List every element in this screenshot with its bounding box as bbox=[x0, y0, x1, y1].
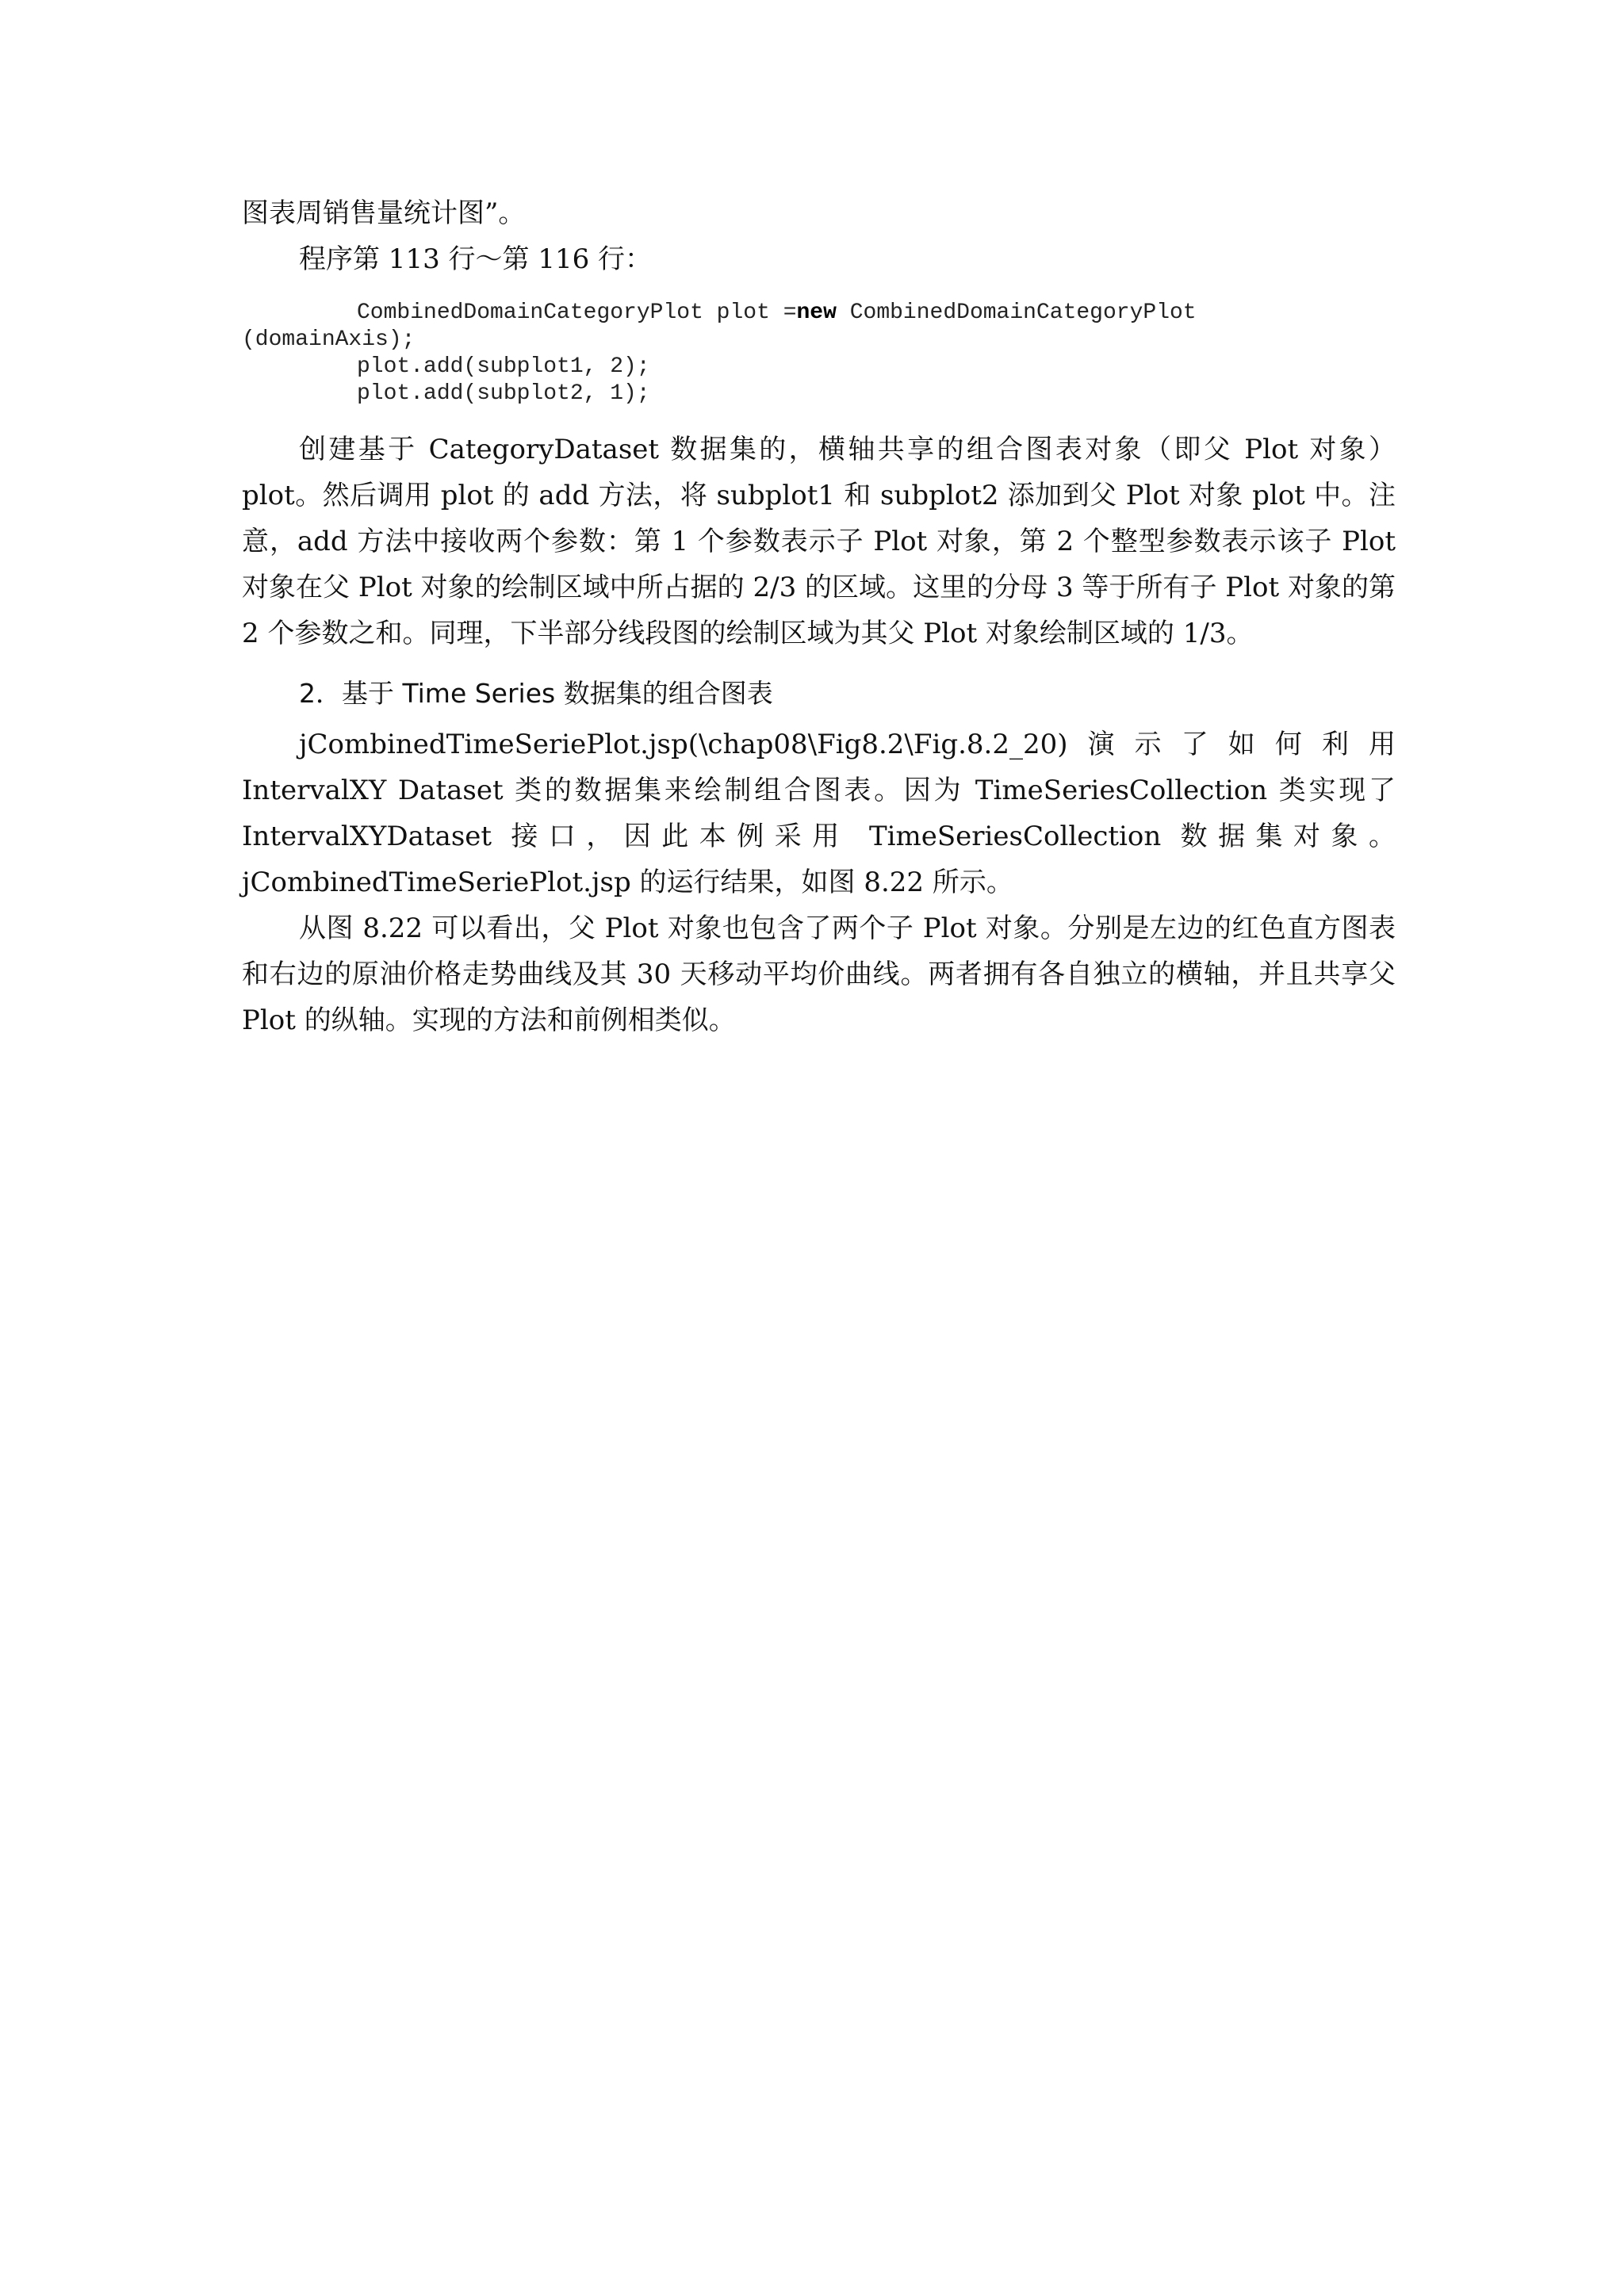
paragraph-time-series-example: jCombinedTimeSeriePlot.jsp(\chap08\Fig8.2\Fig.8.2_20)演示了如何利用 IntervalXY Dataset 类的数据集来绘制组合图表。因为 TimeSeriesCollection 类实现了 IntervalXYDataset 接口，因此本例采用 TimeSeriesCollection 数据集对象。jCombinedTimeSeriePlot.jsp 的运行结果，如图 8.22 所示。 bbox=[242, 729, 1396, 898]
code-line-4: plot.add(subplot2, 1); bbox=[357, 381, 650, 406]
section-heading-time-series: 2．基于 Time Series 数据集的组合图表 bbox=[299, 678, 773, 709]
document-body bbox=[242, 190, 1396, 1043]
intro-line: 图表周销售量统计图”。 bbox=[242, 197, 526, 229]
code-keyword-new: new bbox=[796, 300, 837, 325]
paragraph-figure-explanation: 从图 8.22 可以看出，父 Plot 对象也包含了两个子 Plot 对象。分别是左边的红色直方图表和右边的原油价格走势曲线及其 30 天移动平均价曲线。两者拥有各自独立的横轴，并且共享父 Plot 的纵轴。实现的方法和前例相类似。 bbox=[242, 913, 1396, 1036]
code-line-3: plot.add(subplot1, 2); bbox=[357, 354, 650, 379]
program-lines-caption: 程序第 113 行～第 116 行： bbox=[299, 243, 653, 275]
code-block bbox=[242, 300, 1396, 408]
code-line-2: (domainAxis); bbox=[242, 327, 416, 352]
code-line-1: CombinedDomainCategoryPlot plot =new CombinedDomainCategoryPlot bbox=[357, 300, 1197, 325]
paragraph-combined-plot: 创建基于 CategoryDataset 数据集的，横轴共享的组合图表对象（即父 Plot 对象）plot。然后调用 plot 的 add 方法，将 subplot1 和 subplot2 添加到父 Plot 对象 plot 中。注意，add 方法中接收两个参数：第 1 个参数表示子 Plot 对象，第 2 个整型参数表示该子 Plot 对象在父 Plot 对象的绘制区域中所占据的 2/3 的区域。这里的分母 3 等于所有子 Plot 对象的第 2 个参数之和。同理，下半部分线段图的绘制区域为其父 Plot 对象绘制区域的 1/3。 bbox=[242, 434, 1396, 649]
